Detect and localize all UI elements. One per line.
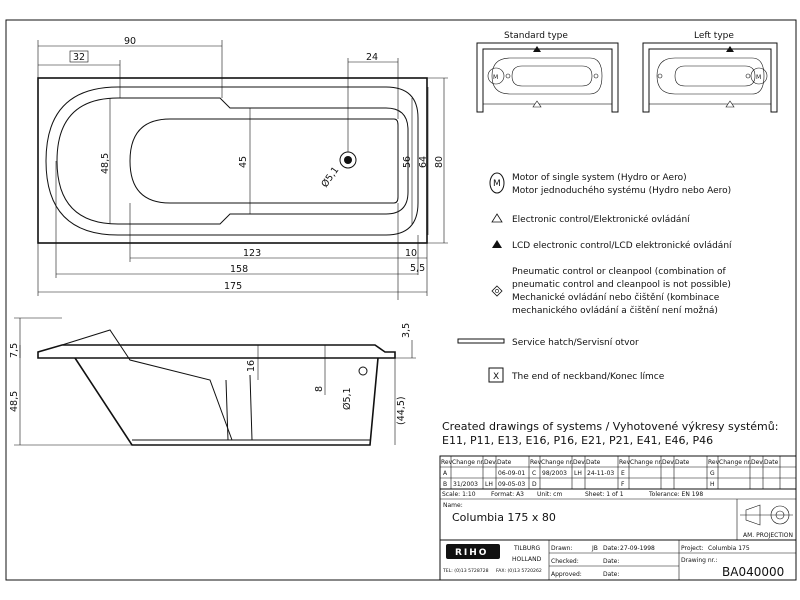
row-b-rev2: D — [532, 481, 537, 488]
standard-motor-symbol: M — [493, 74, 499, 81]
left-motor-symbol: M — [756, 74, 762, 81]
basin-floor — [130, 119, 398, 203]
tub-outline-top — [38, 78, 427, 243]
dim-80: 80 — [434, 155, 445, 168]
row-b-rev4: H — [710, 481, 715, 488]
legend-neckband: The end of neckband/Konec límce — [512, 372, 665, 382]
dev-header-1: Dev. — [484, 459, 498, 466]
rev-header-3: Rev — [619, 459, 631, 466]
projection-label: AM. PROJECTION — [743, 532, 794, 539]
legend-pneumatic-line2: pneumatic control and cleanpool is not possible) — [512, 280, 731, 290]
row-b-date: 09-05-03 — [498, 481, 526, 488]
company-logo-text: RIHO — [455, 548, 489, 558]
company-fax: FAX: (0)13 5720262 — [496, 569, 542, 574]
format: Format: A3 — [491, 491, 524, 498]
dim-45: 45 — [238, 155, 249, 168]
dim-side-8: 8 — [314, 385, 325, 392]
dim-64: 64 — [418, 155, 429, 168]
tub-leg-side — [226, 375, 252, 440]
legend-motor-line2: Motor jednoduchého systému (Hydro nebo Aero) — [512, 186, 732, 196]
dim-123: 123 — [243, 248, 262, 259]
dim-24: 24 — [366, 52, 379, 63]
legend-motor-line1: Motor of single system (Hydro or Aero) — [512, 173, 687, 183]
name-value: Columbia 175 x 80 — [452, 511, 556, 524]
legend-pneumatic-line1: Pneumatic control or cleanpool (combination of — [512, 267, 726, 277]
lcd-control-icon — [492, 240, 502, 248]
drawing-nr: BA040000 — [722, 565, 785, 579]
row-a-rev3: E — [621, 470, 625, 477]
sheet: Sheet: 1 of 1 — [585, 491, 624, 498]
dim-5-5: 5,5 — [410, 263, 426, 274]
date-header-2: Date — [586, 459, 601, 466]
company-country: HOLLAND — [512, 556, 542, 563]
legend-pneumatic-line3: Mechanické ovládání nebo čištění (kombinace — [512, 293, 720, 303]
pneumatic-control-icon — [492, 286, 502, 296]
systems-line2: E11, P11, E13, E16, P16, E21, P21, E41, E46, P46 — [442, 434, 714, 447]
name-label: Name: — [443, 502, 463, 509]
title-block — [440, 456, 796, 580]
change-header-3: Change nr. — [630, 459, 663, 466]
legend-electronic: Electronic control/Elektronické ovládání — [512, 215, 690, 225]
project-value: Columbia 175 — [708, 545, 750, 552]
approved-label: Approved: — [551, 571, 582, 578]
approved-date-label: Date: — [603, 571, 620, 578]
dim-d5-1: Ø5,1 — [319, 164, 342, 190]
company-city: TILBURG — [514, 545, 541, 552]
row-a-dev2: LH — [574, 470, 582, 477]
dim-side-7-5: 7,5 — [9, 342, 20, 358]
unit: Unit: cm — [537, 491, 563, 498]
service-hatch-icon — [458, 339, 504, 343]
row-b-change: 31/2003 — [453, 481, 478, 488]
dim-90: 90 — [124, 36, 137, 47]
dim-side-44-5: (44,5) — [396, 396, 407, 425]
row-b-rev: B — [443, 481, 448, 488]
company-tel: TEL: (0)13 5728728 — [443, 569, 489, 574]
date-header-3: Date — [675, 459, 690, 466]
legend-pneumatic-line4: mechanického ovládání a čištění není možná) — [512, 306, 718, 316]
drawn-label: Drawn: — [551, 545, 573, 552]
top-view — [38, 36, 448, 300]
tub-rim-side — [38, 345, 395, 358]
drawn-date: 27-09-1998 — [620, 545, 655, 552]
motor-icon-letter: M — [493, 179, 501, 189]
project-label: Project: — [681, 545, 704, 552]
checked-label: Checked: — [551, 558, 579, 565]
row-b-rev3: F — [621, 481, 625, 488]
dim-158: 158 — [230, 264, 249, 275]
row-a-change2: 98/2003 — [542, 470, 567, 477]
systems-line1: Created drawings of systems / Vyhotovené výkresy systémů: — [442, 420, 779, 433]
row-a-rev: A — [443, 470, 448, 477]
row-a-rev4: G — [710, 470, 715, 477]
dev-header-3: Dev. — [662, 459, 676, 466]
dim-side-3-5: 3,5 — [401, 322, 412, 338]
legend — [458, 173, 732, 382]
date-header-1: Date — [497, 459, 512, 466]
dev-header-2: Dev. — [573, 459, 587, 466]
standard-type-label: Standard type — [504, 31, 568, 41]
drawing-nr-label: Drawing nr.: — [681, 557, 718, 564]
overflow-side — [359, 367, 367, 375]
row-b-dev: LH — [485, 481, 493, 488]
projection-symbol — [740, 505, 793, 525]
rev-header-4: Rev — [708, 459, 720, 466]
dev-header-4: Dev. — [751, 459, 765, 466]
dim-175: 175 — [224, 281, 243, 292]
side-view — [9, 318, 416, 445]
dim-56: 56 — [402, 155, 413, 168]
dim-side-16: 16 — [246, 359, 257, 372]
dim-32: 32 — [73, 52, 86, 63]
change-header-1: Change nr. — [452, 459, 485, 466]
rev-header-2: Rev — [530, 459, 542, 466]
electronic-control-icon — [492, 214, 502, 222]
tolerance: Tolerance: EN 198 — [649, 491, 704, 498]
row-a-date2: 24-11-03 — [587, 470, 615, 477]
type-views — [477, 31, 777, 112]
drain-inner — [344, 156, 352, 164]
neckband-icon-letter: X — [493, 372, 500, 382]
legend-lcd: LCD electronic control/LCD elektronické ovládání — [512, 241, 732, 251]
dim-side-48-5: 48,5 — [9, 390, 20, 412]
dim-side-d5-1: Ø5,1 — [342, 387, 353, 410]
legend-service: Service hatch/Servisní otvor — [512, 338, 639, 348]
drawn-date-label: Date: — [603, 545, 620, 552]
dim-48-5: 48,5 — [100, 152, 111, 174]
change-header-4: Change nr. — [719, 459, 752, 466]
tub-inner-side — [62, 330, 232, 440]
checked-date-label: Date: — [603, 558, 620, 565]
left-type-label: Left type — [694, 31, 734, 41]
dim-10: 10 — [405, 248, 418, 259]
row-a-date: 06-09-01 — [498, 470, 526, 477]
row-a-rev2: C — [532, 470, 537, 477]
rev-header-1: Rev — [441, 459, 453, 466]
date-header-4: Date — [764, 459, 779, 466]
scale: Scale: 1:10 — [442, 491, 476, 498]
change-header-2: Change nr. — [541, 459, 574, 466]
drawn-by: JB — [592, 545, 598, 552]
